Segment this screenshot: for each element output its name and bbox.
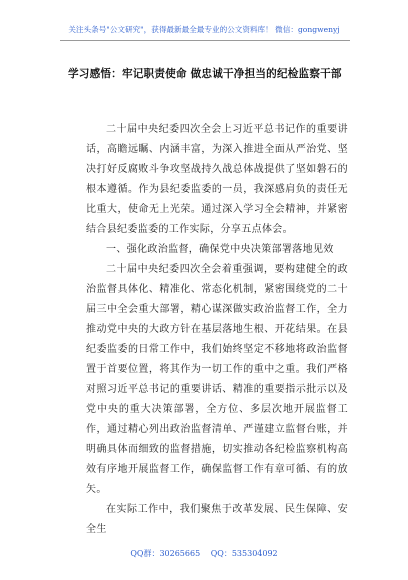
footer-qq-group: QQ群：30265665	[130, 549, 201, 558]
body-paragraph: 二十届中央纪委四次全会着重强调，要构建健全的政治监督具体化、精准化、常态化机制，紧密围绕党的二十届三中全会重大部署，精心谋深做实政治监督工作，全力推动党中央的大政方针在基层落地生根、开花结果。在县纪委监委的日常工作中，我们始终坚定不移地将政治监督置于首要位置，将其作为一切工作的重中之重。我们严格对照习近平总书记的重要讲话、精准的重要指示批示以及党中央的重大决策部署，全方位、多层次地开展监督工作，通过精心列出政治监督清单、严谨建立监督台账，并明确具体而细致的监督措施，切实推动各纪检监察机构高效有序地开展监督工作，确保监督工作有章可循、有的放矢。	[86, 264, 348, 495]
footer-bar	[0, 548, 408, 559]
body-paragraph: 在实际工作中，我们聚焦于改革发展、民生保障、安全生	[86, 504, 348, 535]
document-body	[86, 120, 348, 540]
section-heading: 一、强化政治监督，确保党中央决策部署落地见效	[106, 244, 334, 255]
intro-paragraph: 二十届中央纪委四次全会上习近平总书记作的重要讲话，高瞻远瞩、内涵丰富，为深入推进全面从严治党、坚决打好反腐败斗争攻坚战持久战总体战提供了坚如磐石的根本遵循。作为县纪委监委的一员，我深感肩负的责任无比重大，使命无上光荣。通过深入学习全会精神，并紧密结合县纪委监委的工作实际，分享五点体会。	[86, 124, 348, 235]
document-title: 学习感悟：牢记职责使命 做忠诚干净担当的纪检监察干部	[68, 68, 342, 80]
header-divider	[60, 40, 350, 41]
header-banner: 关注头条号"公文研究"，获得最新最全最专业的公文资料库！ 微信：gongwenyj	[68, 25, 340, 34]
footer-qq: QQ：535304092	[210, 549, 278, 558]
